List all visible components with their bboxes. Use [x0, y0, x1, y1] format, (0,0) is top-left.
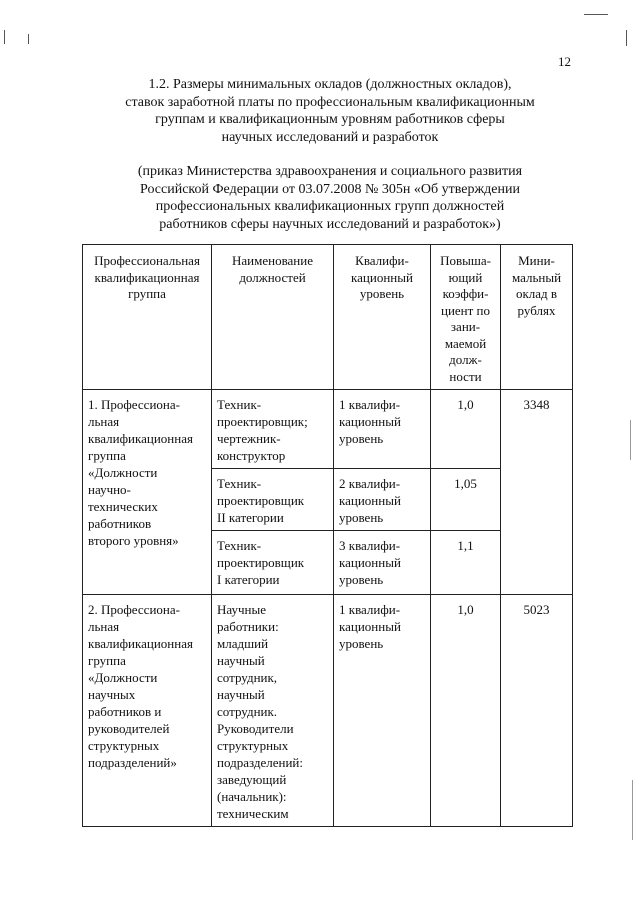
subtitle-line: (приказ Министерства здравоохранения и социального развития	[137, 164, 523, 179]
scan-artifact-right-2	[630, 420, 631, 460]
header-position	[212, 245, 334, 390]
group-text: 2. Профессиона-	[88, 602, 180, 617]
scan-artifact-top-right	[584, 14, 608, 15]
coefficient-cell: 1,05	[431, 469, 501, 531]
position-text: Техник-	[217, 397, 262, 412]
header-text: оклад в	[515, 286, 558, 301]
header-group	[83, 245, 212, 390]
position-text: проектировщик;	[217, 414, 308, 429]
level-text: кационный	[339, 493, 401, 508]
title-line: научных исследований и разработок	[221, 129, 439, 145]
header-text: Наименование	[232, 253, 313, 268]
table-header-row	[83, 245, 573, 390]
position-text: заведующий	[217, 772, 287, 787]
group-text: научно-	[88, 482, 131, 497]
header-text: группа	[128, 286, 166, 301]
header-coefficient	[431, 245, 501, 390]
position-text: Техник-	[217, 476, 262, 491]
scan-artifact-right-1	[626, 30, 627, 46]
position-text: (начальник):	[217, 789, 287, 804]
coefficient-cell: 1,0	[431, 595, 501, 827]
subtitle-line: работников сферы научных исследований и разработок»)	[159, 216, 501, 232]
position-text: младший	[217, 636, 269, 651]
header-text: Повыша-	[440, 253, 491, 268]
header-text: долж-	[449, 352, 482, 367]
header-text: квалификационная	[94, 269, 200, 285]
order-reference	[80, 163, 580, 233]
header-text: кационный	[351, 269, 413, 285]
level-text: уровень	[339, 431, 384, 446]
group-text: подразделений»	[88, 755, 177, 770]
level-text: уровень	[339, 572, 384, 587]
level-text: уровень	[339, 636, 384, 651]
position-text: проектировщик	[217, 555, 305, 570]
scan-artifact-left-2	[28, 34, 29, 44]
position-text: Техник-	[217, 538, 262, 553]
position-text: I категории	[217, 572, 280, 587]
position-text: Руководители	[217, 721, 294, 736]
level-text: 1 квалифи-	[339, 397, 401, 412]
level-text: 2 квалифи-	[339, 476, 401, 491]
table-row	[83, 390, 573, 469]
page-number: 12	[558, 54, 571, 69]
header-text: ности	[449, 368, 482, 384]
min-salary-cell: 5023	[501, 595, 573, 827]
qualification-group-cell	[83, 595, 212, 827]
scan-artifact-left-1	[4, 30, 5, 44]
subtitle-line: Российской Федерации от 03.07.2008 № 305н «Об утверждении	[140, 181, 520, 197]
header-text: Мини-	[518, 253, 555, 268]
level-text: кационный	[339, 619, 401, 634]
coefficient-cell: 1,1	[431, 531, 501, 595]
header-text: ющий	[448, 269, 483, 285]
group-text: льная	[88, 414, 120, 429]
qualification-group-cell	[83, 390, 212, 595]
qualification-level-cell	[334, 531, 431, 595]
group-text: 1. Профессиона-	[88, 397, 180, 412]
group-text: «Должности	[88, 670, 158, 685]
level-text: 3 квалифи-	[339, 538, 401, 553]
position-text: научный	[217, 687, 265, 702]
group-text: технических	[88, 499, 158, 514]
position-cell	[212, 595, 334, 827]
header-text: зани-	[450, 319, 481, 334]
position-text: научный	[217, 653, 265, 668]
group-text: льная	[88, 619, 120, 634]
position-text: конструктор	[217, 448, 286, 463]
level-text: уровень	[339, 510, 384, 525]
position-text: Научные	[217, 602, 266, 617]
group-text: второго уровня»	[88, 533, 179, 548]
level-text: кационный	[339, 555, 401, 570]
group-text: квалификационная	[88, 431, 193, 446]
position-cell	[212, 469, 334, 531]
group-text: «Должности	[88, 465, 158, 480]
group-text: группа	[88, 653, 126, 668]
level-text: кационный	[339, 414, 401, 429]
group-text: научных	[88, 687, 136, 702]
group-text: работников	[88, 516, 152, 531]
group-text: структурных	[88, 738, 160, 753]
position-text: чертежник-	[217, 431, 281, 446]
position-text: проектировщик	[217, 493, 305, 508]
title-line: группам и квалификационным уровням работников сферы	[155, 112, 505, 127]
min-salary-cell: 3348	[501, 390, 573, 595]
header-text: рублях	[517, 302, 556, 318]
salary-table	[82, 244, 573, 827]
header-salary	[501, 245, 573, 390]
header-text: мальный	[511, 269, 562, 285]
subtitle-line: профессиональных квалификационных групп должностей	[155, 199, 505, 214]
level-text: 1 квалифи-	[339, 602, 401, 617]
header-level	[334, 245, 431, 390]
title-line: 1.2. Размеры минимальных окладов (должностных окладов),	[148, 77, 512, 92]
qualification-level-cell	[334, 469, 431, 531]
position-text: сотрудник,	[217, 670, 278, 685]
group-text: руководителей	[88, 721, 170, 736]
position-text: структурных	[217, 738, 289, 753]
scan-artifact-right-3	[632, 780, 633, 840]
qualification-level-cell	[334, 595, 431, 827]
group-text: работников и	[88, 704, 162, 719]
position-text: сотрудник.	[217, 704, 278, 719]
header-text: Профессиональная	[94, 253, 200, 268]
header-text: циент по	[440, 302, 491, 318]
table-row	[83, 595, 573, 827]
header-text: должностей	[239, 269, 306, 285]
header-text: Квалифи-	[355, 253, 409, 268]
position-cell	[212, 531, 334, 595]
coefficient-cell: 1,0	[431, 390, 501, 469]
group-text: квалификационная	[88, 636, 193, 651]
header-text: коэффи-	[442, 286, 489, 301]
title-line: ставок заработной платы по профессиональным квалификационным	[125, 94, 535, 110]
position-text: техническим	[217, 806, 289, 821]
header-text: уровень	[359, 286, 405, 301]
position-cell	[212, 390, 334, 469]
position-text: II категории	[217, 510, 284, 525]
position-text: работники:	[217, 619, 279, 634]
header-text: маемой	[444, 335, 487, 351]
qualification-level-cell	[334, 390, 431, 469]
section-title	[80, 76, 580, 146]
position-text: подразделений:	[217, 755, 303, 770]
group-text: группа	[88, 448, 126, 463]
